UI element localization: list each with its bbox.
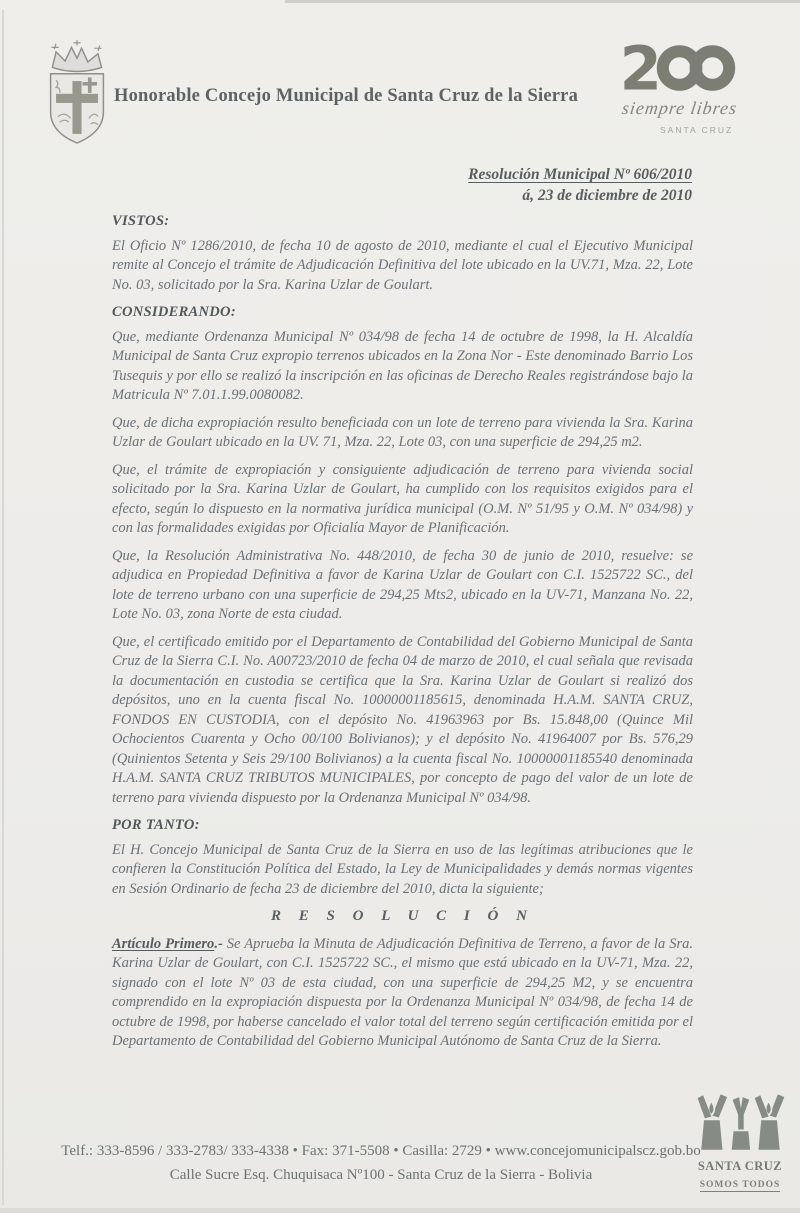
- articulo-primero-text: Se Aprueba la Minuta de Adjudicación Definitiva de Terreno, a favor de la Sra. Karina Uzlar de Goulart, con C.I. 1525722 SC., el mismo que está ubicado en la UV-71, Mza. 22, signado con el lote Nº 03 de esta ciudad, con una superficie de 294,25 M2, y se encuentra comprendido en la expropiación dispuesta por la Ordenanza Municipal Nº 034/98, de fecha 14 de octubre de 1998, por haberse cancelado el valor total del terreno según certificación emitida por el Departamento de Contabilidad del Gobierno Municipal Autónomo de Santa Cruz de la Sierra.: [112, 935, 693, 1049]
- resolucion-heading: R E S O L U C I Ó N: [271, 908, 534, 924]
- considerando-paragraph-5: Que, el certificado emitido por el Departamento de Contabilidad del Gobierno Municipal de Santa Cruz de la Sierra C.I. No. A00723/2010 de fecha 04 de marzo de 2010, el cual señala que revisada la documentación en custodia se certifica que la Sra. Karina Uzlar de Goulart si realizó dos depósitos, uno en la cuenta fiscal No. 10000001185615, denominada H.A.M. SANTA CRUZ, FONDOS EN CUSTODIA, con el depósito No. 41963963 por Bs. 15.848,00 (Quince Mil Ochocientos Cuarenta y Ocho 00/100 Bolivianos); y el depósito No. 41964007 por Bs. 576,29 (Quinientos Setenta y Seis 29/100 Bolivianos) a la cuenta fiscal No. 10000001185540 denominada H.A.M. SANTA CRUZ TRIBUTOS MUNICIPALES, por concepto de pago del valor de un lote de terreno para vivienda dispuesto por la Ordenanza Municipal Nº 034/98.: [112, 633, 693, 806]
- considerando-paragraph-2: Que, de dicha expropiación resulto beneficiada con un lote de terreno para vivienda la Sra. Karina Uzlar de Goulart ubicado en la UV. 71, Mza. 22, Lote 03, con una superficie de 294,25 m2.: [112, 414, 693, 450]
- considerando-paragraph-3: Que, el trámite de expropiación y consiguiente adjudicación de terreno para vivienda social solicitado por la Sra. Karina Uzlar de Goulart, ha cumplido con los requisitos exigidos para el efecto, según lo dispuesto en la normativa jurídica municipal (O.M. Nº 51/95 y O.M. Nº 034/98) y con las formalidades exigidas por Oficialía Mayor de Planificación.: [112, 461, 693, 536]
- resolution-date: á, 23 de diciembre de 2010: [522, 187, 692, 204]
- articulo-primero-separator: .-: [214, 935, 223, 952]
- somos-todos-title: SANTA CRUZ: [697, 1159, 783, 1173]
- people-raised-arms-icon: [692, 1094, 788, 1152]
- por-tanto-paragraph: El H. Concejo Municipal de Santa Cruz de la Sierra en uso de las legítimas atribuciones que le confieren la Constitución Política del Estado, la Ley de Municipalidades y demás normas vigentes en Sesión Ordinario de fecha 23 de diciembre del 2010, dicta la siguiente;: [112, 841, 693, 897]
- bicentennial-logo: [622, 44, 772, 135]
- svg-text:2: 2: [622, 44, 662, 92]
- scan-artifact-top: [285, 0, 800, 3]
- bicentennial-caption: SANTA CRUZ: [660, 125, 734, 135]
- footer-line-2: Calle Sucre Esq. Chuquisaca Nº100 - Santa Cruz de la Sierra - Bolivia: [169, 1167, 593, 1183]
- considerando-paragraph-4: Que, la Resolución Administrativa No. 448/2010, de fecha 30 de junio de 2010, resuelve: se adjudica en Propiedad Definitiva a favor de Karina Uzlar de Goulart con C.I. 1525722 SC., del lote de terreno urbano con una superficie de 294,25 Mts2, ubicado en la UV-71, Manzana No. 22, Lote No. 03, zona Norte de esta ciudad.: [112, 547, 693, 622]
- vistos-paragraph: El Oficio Nº 1286/2010, de fecha 10 de agosto de 2010, mediante el cual el Ejecutivo Municipal remite al Concejo el trámite de Adjudicación Definitiva del lote ubicado en la UV.71, Mza. 22, Lote No. 03, solicitado por la Sra. Karina Uzlar de Goulart.: [112, 237, 693, 293]
- somos-todos-logo: [688, 1094, 792, 1192]
- articulo-primero-paragraph: [112, 935, 693, 1052]
- considerando-heading: CONSIDERANDO:: [112, 304, 236, 320]
- considerando-paragraph-1: Que, mediante Ordenanza Municipal Nº 034/98 de fecha 14 de octubre de 1998, la H. Alcaldía Municipal de Santa Cruz expropio terrenos ubicados en la Zona Nor - Este denominado Barrio Los Tusequis y por ello se realizó la inscripción en las oficinas de Derecho Reales registrándose bajo la Matricula Nº 7.01.1.99.0080082.: [112, 328, 693, 403]
- resolution-title: Resolución Municipal Nº 606/2010: [468, 166, 692, 183]
- articulo-primero-label: Artículo Primero: [112, 935, 215, 952]
- santa-cruz-coat-of-arms-icon: [36, 38, 118, 156]
- footer-line-1: Telf.: 333-8596 / 333-2783/ 333-4338 • Fax: 371-5508 • Casilla: 2729 • www.concejomunicipalscz.gob.bo: [61, 1143, 701, 1159]
- scan-artifact-bottom: [0, 1208, 800, 1213]
- vistos-heading: VISTOS:: [112, 213, 170, 229]
- somos-todos-subtitle: SOMOS TODOS: [699, 1180, 781, 1190]
- scan-artifact-left: [2, 10, 4, 1205]
- bicentennial-200-icon: [622, 44, 742, 92]
- por-tanto-heading: POR TANTO:: [112, 817, 200, 833]
- org-title: Honorable Concejo Municipal de Santa Cruz de la Sierra: [114, 86, 579, 106]
- footer-contact: [0, 1139, 762, 1187]
- document-body: [112, 212, 693, 1060]
- bicentennial-motto: siempre libres: [620, 98, 739, 118]
